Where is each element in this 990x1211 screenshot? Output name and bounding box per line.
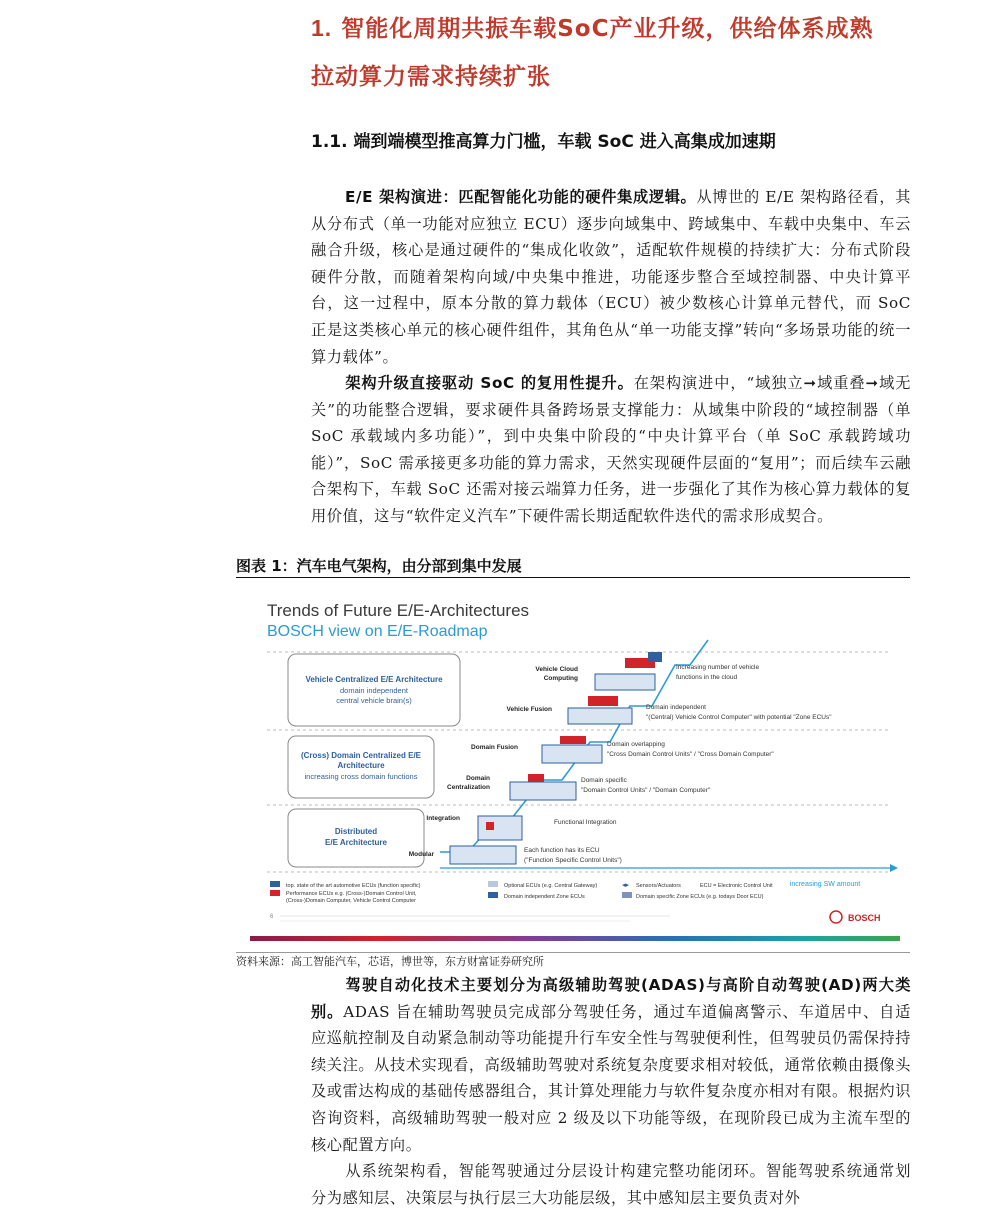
stage-description: "Cross Domain Control Units" / "Cross Domain Computer" — [607, 751, 774, 758]
stage-description: Domain independent — [646, 704, 706, 711]
figure-label: 图表 1：汽车电气架构，由分部到集中发展 — [236, 555, 910, 578]
paragraph-lead: 驾驶自动化技术主要划分为高级辅助驾驶(ADAS)与高阶自动驾驶(AD)两大类别。 — [311, 976, 911, 1021]
legend-swatch — [488, 892, 498, 898]
category-title: E/E Architecture — [325, 838, 387, 847]
category-title: (Cross) Domain Centralized E/E — [300, 751, 422, 760]
figure-source: 资料来源：高工智能汽车，芯语，博世等，东方财富证券研究所 — [236, 952, 910, 970]
section-title-line1: 智能化周期共振车载SoC产业升级，供给体系成熟 — [341, 16, 874, 42]
arrow-label: increasing SW amount — [789, 881, 861, 888]
subsection-number: 1.1. — [311, 132, 348, 152]
paragraph-body: 从博世的 E/E 架构路径看，其从分布式（单一功能对应独立 ECU）逐步向域集中、跨域集中、车载中央集中、车云融合升级，核心是通过硬件的“集成化收敛”，适配软件规模的持续扩大：分布式阶段硬件分散，而随着架构向域/中央集中推进，功能逐步整合至域控制器、中央计算平台，这一过程中，原本分散的算力载体（ECU）被少数核心计算单元替代，而 SoC 正是这类核心单元的核心硬件组件，其角色从“单一功能支撑”转向“多场景功能的统一算力载体”。 — [311, 188, 912, 366]
legend-text: top. state of the art automotive ECUs (function specific) — [286, 883, 421, 889]
paragraph-adas — [311, 972, 911, 1158]
paragraph-lead: 架构升级直接驱动 SoC 的复用性提升。 — [345, 374, 634, 392]
category-sub: increasing cross domain functions — [304, 772, 418, 781]
sensor-icon: ◂▸ — [622, 882, 630, 889]
legend-swatch — [270, 881, 280, 887]
legend-swatch — [622, 892, 632, 898]
paragraph-soc-reuse — [311, 370, 911, 530]
stage-label: Computing — [543, 675, 578, 682]
ecu-group-fusion — [568, 696, 632, 724]
stage-label: Integration — [426, 815, 460, 822]
legend-text: Domain independent Zone ECUs — [504, 894, 585, 900]
stage-description: Increasing number of vehicle — [676, 664, 760, 671]
section-title-line2: 拉动算力需求持续扩张 — [311, 64, 551, 90]
diagram-title: Trends of Future E/E-Architectures — [267, 601, 530, 620]
stage-description: Domain specific — [581, 777, 627, 784]
category-sub: central vehicle brain(s) — [336, 696, 412, 705]
legend-text: Sensors/Actuators — [636, 883, 681, 889]
legend-text: Optional ECUs (e.g. Central Gateway) — [504, 883, 598, 889]
section-heading — [311, 4, 951, 101]
subsection-heading — [311, 128, 931, 156]
legend-text: (Cross-)Domain Computer, Vehicle Control Computer — [286, 898, 416, 904]
paragraph-body: 从系统架构看，智能驾驶通过分层设计构建完整功能闭环。智能驾驶系统通常划分为感知层、决策层与执行层三大功能层级，其中感知层主要负责对外 — [311, 1162, 911, 1207]
section-number: 1. — [311, 15, 333, 41]
ecu-group-modular — [450, 846, 516, 864]
bosch-logo-icon — [830, 911, 842, 923]
arrow-head — [890, 864, 898, 872]
stage-description: ("Function Specific Control Units") — [524, 857, 622, 864]
stage-label: Modular — [408, 851, 434, 858]
subsection-title: 端到端模型推高算力门槛，车载 SoC 进入高集成加速期 — [353, 132, 776, 152]
ecu-group-cloud — [595, 652, 662, 690]
paragraph-body: ADAS 旨在辅助驾驶员完成部分驾驶任务，通过车道偏离警示、车道居中、自适应巡航控制及自动紧急制动等功能提升行车安全性与驾驶便利性，但驾驶员仍需保持持续关注。从技术实现看，高级辅助驾驶对系统复杂度要求相对较低，通常依赖由摄像头及或雷达构成的基础传感器组合，其计算处理能力与软件复杂度亦相对有限。根据灼识咨询资料，高级辅助驾驶一般对应 2 级及以下功能等级，在现阶段已成为主流车型的核心配置方向。 — [311, 1002, 911, 1154]
legend-text: Domain specific Zone ECUs (e.g. todays Door ECU) — [636, 894, 764, 900]
stage-label: Domain Fusion — [471, 744, 518, 751]
ecu-group-domain — [510, 774, 576, 800]
roadmap-diagram — [250, 590, 900, 945]
stage-description: Each function has its ECU — [524, 847, 600, 854]
diagram-subtitle: BOSCH view on E/E-Roadmap — [267, 623, 488, 640]
legend-text: Performance ECUs e.g. (Cross-)Domain Control Unit, — [286, 891, 417, 897]
ecu-group-domain-fusion — [542, 736, 602, 763]
legend-swatch — [488, 881, 498, 887]
figure-ee-roadmap — [250, 590, 900, 945]
stage-label: Centralization — [447, 784, 490, 791]
stage-description: "Domain Control Units" / "Domain Computer" — [581, 787, 711, 794]
stage-description: "(Central) Vehicle Control Computer" with potential "Zone ECUs" — [646, 714, 832, 721]
stage-description: Domain overlapping — [607, 741, 665, 748]
bosch-color-bar — [250, 936, 900, 941]
stage-label: Domain — [466, 775, 490, 782]
stage-label: Vehicle Cloud — [535, 666, 578, 673]
legend-text: ECU = Electronic Control Unit — [700, 883, 773, 889]
ecu-group-integration — [478, 816, 522, 840]
stage-label: Vehicle Fusion — [506, 706, 552, 713]
paragraph-lead: E/E 架构演进：匹配智能化功能的硬件集成逻辑。 — [345, 188, 697, 206]
category-title: Distributed — [334, 827, 378, 836]
page-number: 6 — [270, 914, 274, 920]
category-title: Architecture — [337, 761, 385, 770]
stage-description: functions in the cloud — [676, 674, 738, 681]
paragraph-body: 在架构演进中，“域独立➞域重叠➞域无关”的功能整合逻辑，要求硬件具备跨场景支撑能力：从域集中阶段的“域控制器（单 SoC 承载域内多功能）”，到中央集中阶段的“中央计算平台（单 SoC 承载跨域功能）”，SoC 需承接更多功能的算力需求，天然实现硬件层面的“复用”；而后续车云融合架构下，车载 SoC 还需对接云端算力任务，进一步强化了其作为核心算力载体的复用价值，这与“软件定义汽车”下硬件需长期适配软件迭代的需求形成契合。 — [311, 374, 912, 525]
legend-swatch — [270, 890, 280, 896]
category-title: Vehicle Centralized E/E Architecture — [305, 675, 443, 684]
paragraph-system-architecture — [311, 1158, 911, 1211]
brand-name: BOSCH — [848, 913, 881, 923]
category-sub: domain independent — [340, 686, 408, 695]
paragraph-ee-architecture — [311, 184, 911, 370]
stage-description: Functional Integration — [554, 819, 617, 826]
